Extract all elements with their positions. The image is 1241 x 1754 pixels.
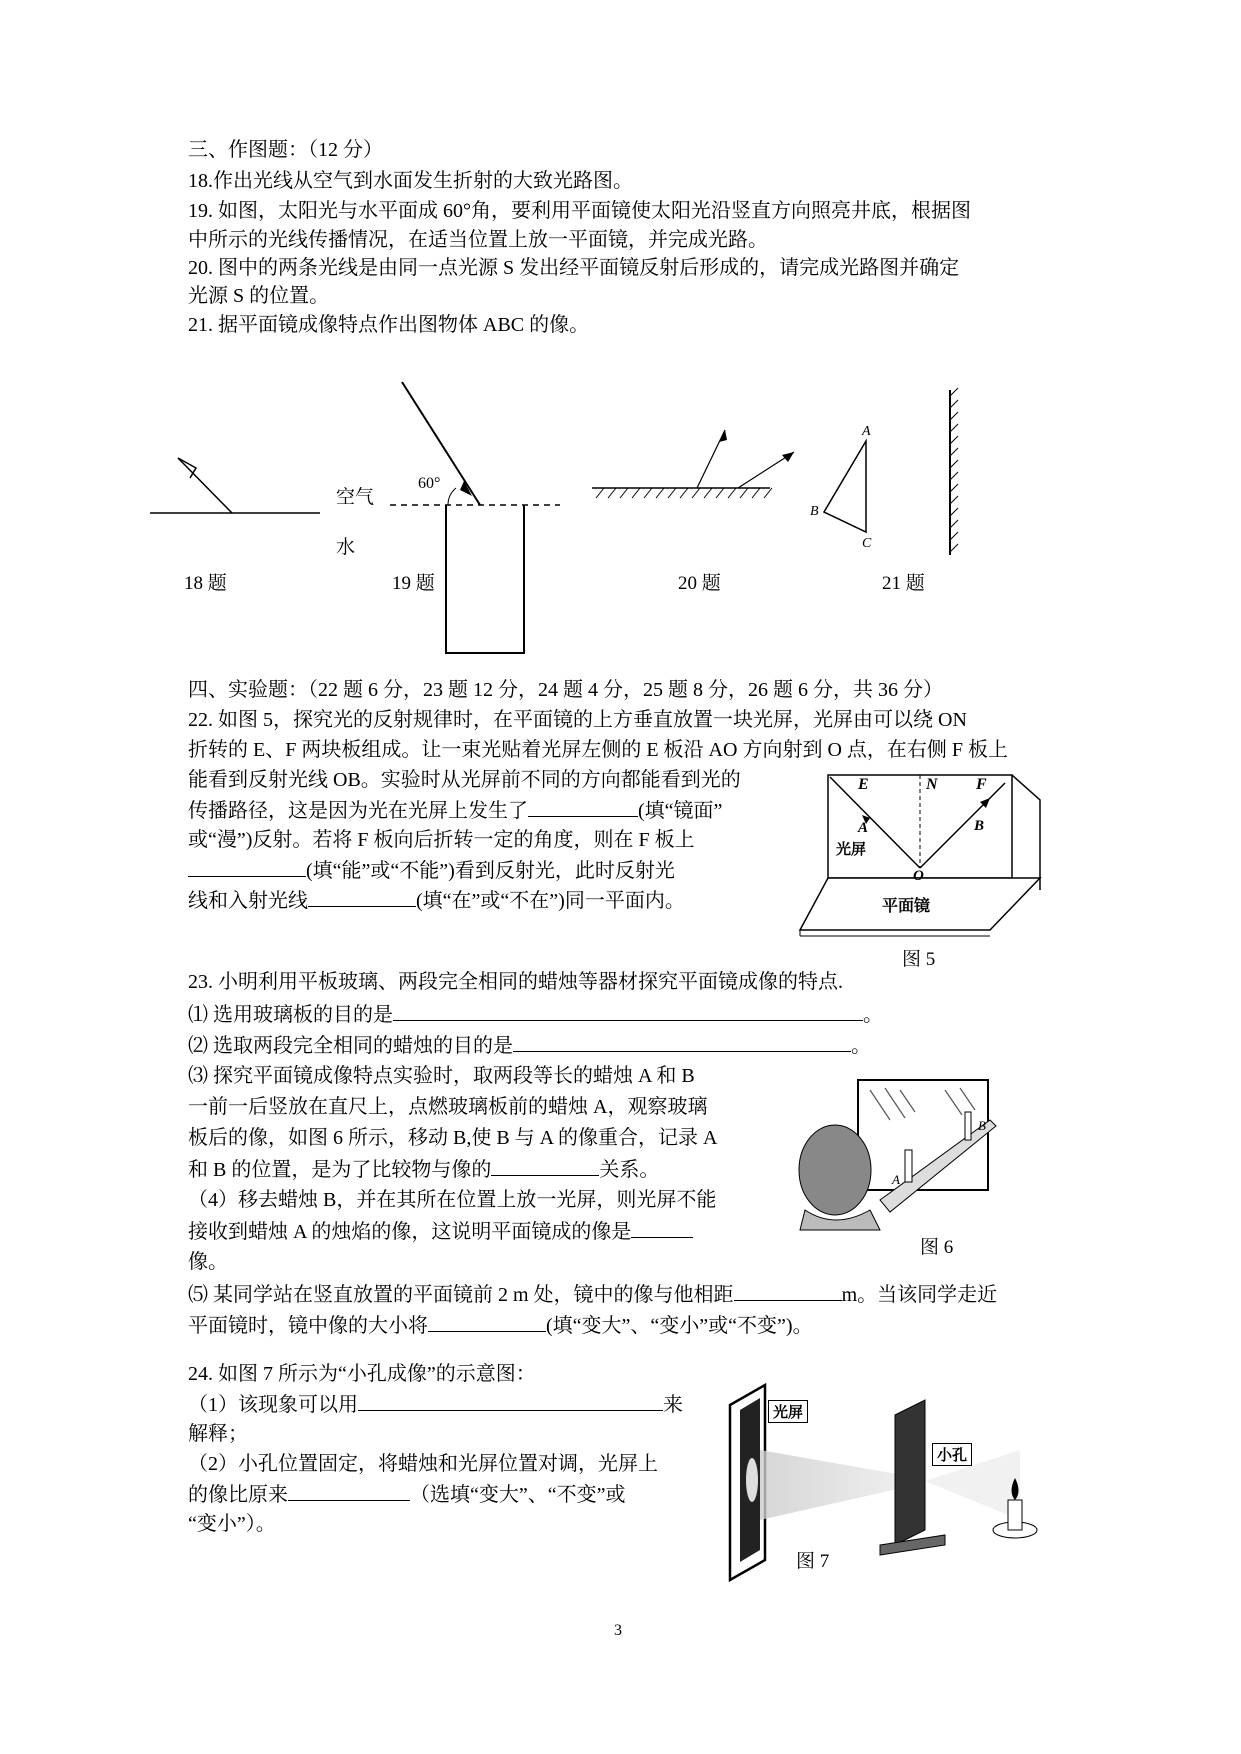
q20-text-1: 20. 图中的两条光线是由同一点光源 S 发出经平面镜反射后形成的，请完成光路图并确定 [188,257,960,279]
air-label: 空气 [336,487,375,508]
label-screen: 光屏 [836,842,867,858]
text: 。 [851,1035,871,1057]
q23-line-4: ⑶ 探究平面镜成像特点实验时，取两段等长的蜡烛 A 和 B [188,1065,695,1087]
caption-21: 21 题 [882,573,925,594]
label-mirror: 平面镜 [882,898,931,915]
q23-line-8: （4）移去蜡烛 B，并在其所在位置上放一光屏，则光屏不能 [188,1189,717,1211]
candle-a-label: A [892,1172,900,1187]
text: (填“变大”、“变小”或“不变”)。 [546,1315,813,1337]
figure-6-caption: 图 6 [920,1237,954,1258]
text: ⑸ 某同学站在竖直放置的平面镜前 2 m 处，镜中的像与他相距 [188,1284,734,1306]
label-e: E [858,776,869,793]
text: 线和入射光线 [188,890,308,912]
point-a-label: A [862,424,871,439]
q18-text: 18.作出光线从空气到水面发生折射的大致光路图。 [188,170,633,192]
text: 接收到蜡烛 A 的烛焰的像，这说明平面镜成的像是 [188,1221,632,1243]
q20-text-2: 光源 S 的位置。 [188,285,330,307]
section3-title: 三、作图题：（12 分） [188,139,383,161]
text: (填“镜面” [638,800,723,822]
q23-line-6: 板后的像，如图 6 所示，移动 B,使 B 与 A 的像重合，记录 A [188,1127,718,1149]
caption-20: 20 题 [678,573,721,594]
text: （选填“变大”、“不变”或 [410,1484,626,1506]
point-b-label: B [810,504,819,519]
text: 来 [663,1394,683,1416]
text: 平面镜时，镜中像的大小将 [188,1315,428,1337]
text: ⑴ 选用玻璃板的目的是 [188,1004,393,1026]
text: 的像比原来 [188,1484,288,1506]
figure-5-caption: 图 5 [902,949,936,970]
q24-line-4: （2）小孔位置固定，将蜡烛和光屏位置对调，光屏上 [188,1453,658,1475]
q22-line-5: 或“漫”)反射。若将 F 板向后折转一定的角度，则在 F 板上 [188,829,695,851]
text: 。 [863,1004,883,1026]
text: (填“在”或“不在”)同一平面内。 [416,890,685,912]
text: ⑵ 选取两段完全相同的蜡烛的目的是 [188,1035,513,1057]
q24-line-1: 24. 如图 7 所示为“小孔成像”的示意图： [188,1363,536,1385]
text: 传播路径，这是因为光在光屏上发生了 [188,800,528,822]
label-f: F [976,776,987,793]
q19-text-2: 中所示的光线传播情况，在适当位置上放一平面镜，并完成光路。 [188,229,768,251]
caption-19: 19 题 [392,573,435,594]
q21-text: 21. 据平面镜成像特点作出图物体 ABC 的像。 [188,314,590,336]
label-o: O [913,868,924,884]
q23-line-5: 一前一后竖放在直尺上，点燃玻璃板前的蜡烛 A，观察玻璃 [188,1096,708,1118]
angle-label: 60° [418,475,441,492]
text: (填“能”或“不能”)看到反射光，此时反射光 [306,860,675,882]
q23-line-1: 23. 小明利用平板玻璃、两段完全相同的蜡烛等器材探究平面镜成像的特点. [188,971,843,993]
point-c-label: C [862,536,872,551]
caption-18: 18 题 [184,573,227,594]
q23-line-10: 像。 [188,1251,228,1273]
q22-line-3: 能看到反射光线 OB。实验时从光屏前不同的方向都能看到光的 [188,769,741,791]
text: 关系。 [599,1159,660,1181]
text: m。当该同学走近 [841,1284,998,1306]
q22-line-2: 折转的 E、F 两块板组成。让一束光贴着光屏左侧的 E 板沿 AO 方向射到 O 点，在右侧 F 板上 [188,739,1009,761]
section4-title: 四、实验题：（22 题 6 分，23 题 12 分，24 题 4 分，25 题 8 分，26 题 6 分，共 36 分） [188,679,943,701]
text: 和 B 的位置，是为了比较物与像的 [188,1159,492,1181]
q19-text-1: 19. 如图，太阳光与水平面成 60°角，要利用平面镜使太阳光沿竖直方向照亮井底，根据图 [188,200,971,222]
q22-line-1: 22. 如图 5，探究光的反射规律时，在平面镜的上方垂直放置一块光屏，光屏由可以绕 ON [188,709,967,731]
q24-line-3: 解释； [188,1423,248,1445]
label-n: N [926,776,938,793]
label-b: B [974,818,985,834]
pinhole-label: 小孔 [932,1443,972,1466]
page-number: 3 [614,1622,622,1639]
candle-b-label: B [978,1118,986,1133]
text: （1）该现象可以用 [188,1394,358,1416]
figure-7-caption: 图 7 [796,1551,830,1572]
water-label: 水 [336,537,356,558]
label-a: A [858,820,869,836]
screen-label: 光屏 [768,1400,808,1423]
q24-line-6: “变小”）。 [188,1513,276,1535]
